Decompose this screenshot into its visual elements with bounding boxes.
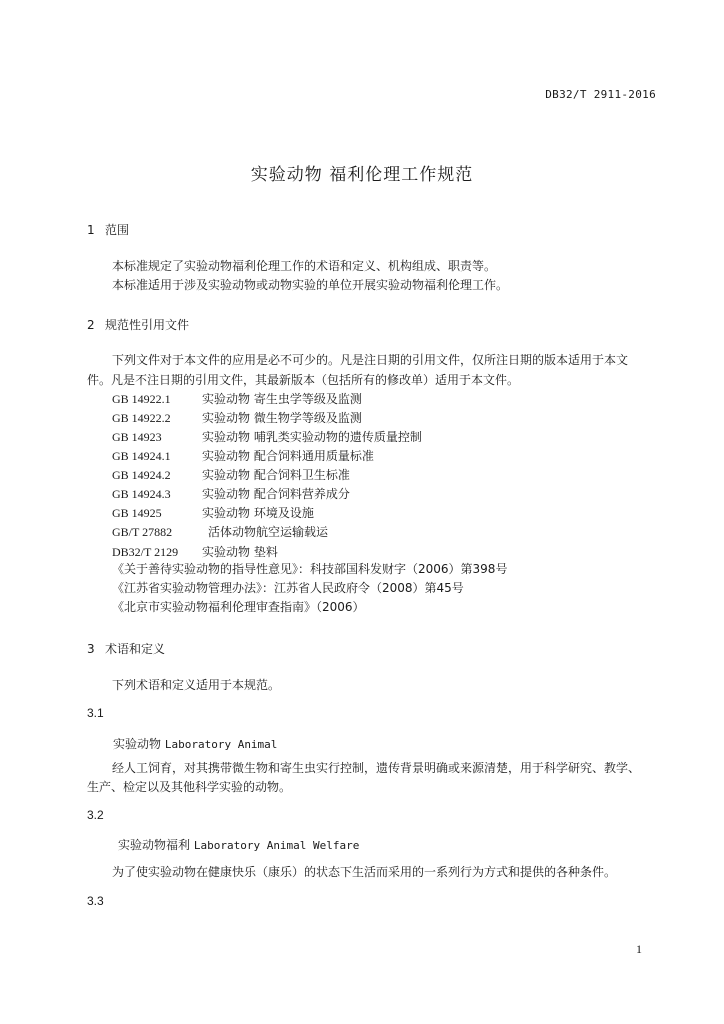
document-title: 实验动物 福利伦理工作规范	[250, 165, 474, 185]
term-heading	[113, 735, 277, 752]
reference-code: GB 14924.1	[112, 449, 171, 463]
reference-document: 《江苏省实验动物管理办法》：江苏省人民政府令（2008）第45号	[112, 581, 464, 595]
term-zh: 实验动物福利	[118, 838, 191, 852]
reference-title: 实验动物 配合饲料卫生标准	[202, 468, 350, 482]
paragraph: 本标准规定了实验动物福利伦理工作的术语和定义、机构组成、职责等。	[112, 259, 497, 273]
reference-title: 实验动物 环境及设施	[202, 506, 314, 520]
reference-code: DB32/T 2129	[112, 545, 179, 559]
term-number: 3.2	[87, 808, 104, 822]
section-3-heading	[87, 640, 165, 657]
paragraph: 本标准适用于涉及实验动物或动物实验的单位开展实验动物福利伦理工作。	[112, 278, 509, 292]
term-definition: 经人工饲育，对其携带微生物和寄生虫实行控制，遗传背景明确或来源清楚，用于科学研究、教学、	[112, 761, 641, 775]
reference-title: 实验动物 寄生虫学等级及监测	[202, 392, 362, 406]
reference-document: 《北京市实验动物福利伦理审查指南》（2006）	[112, 600, 365, 614]
term-number: 3.1	[87, 706, 104, 720]
section-title: 术语和定义	[105, 642, 166, 656]
section-number: 2	[87, 318, 95, 332]
term-definition: 为了使实验动物在健康快乐（康乐）的状态下生活而采用的一系列行为方式和提供的各种条件。	[112, 865, 617, 879]
reference-code: GB 14924.2	[112, 468, 171, 482]
term-en: Laboratory Animal	[164, 738, 278, 751]
reference-title: 实验动物 哺乳类实验动物的遗传质量控制	[202, 430, 422, 444]
reference-title: 实验动物 配合饲料通用质量标准	[202, 449, 374, 463]
paragraph: 下列文件对于本文件的应用是必不可少的。凡是注日期的引用文件，仅所注日期的版本适用于本文	[112, 353, 629, 367]
page-number: 1	[636, 942, 642, 956]
reference-code: GB/T 27882	[112, 525, 173, 539]
paragraph: 件。凡是不注日期的引用文件，其最新版本（包括所有的修改单）适用于本文件。	[87, 373, 520, 387]
paragraph: 下列术语和定义适用于本规范。	[112, 678, 281, 692]
term-heading	[118, 836, 359, 853]
reference-code: GB 14923	[112, 430, 162, 444]
reference-title: 实验动物 微生物学等级及监测	[202, 411, 362, 425]
reference-code: GB 14925	[112, 506, 162, 520]
term-en: Laboratory Animal Welfare	[193, 839, 360, 852]
term-definition: 生产、检定以及其他科学实验的动物。	[87, 780, 292, 794]
reference-title: 活体动物航空运输载运	[208, 525, 329, 539]
term-zh: 实验动物	[113, 737, 162, 751]
section-title: 范围	[105, 223, 130, 237]
reference-code: GB 14922.2	[112, 411, 171, 425]
document-code: DB32/T 2911-2016	[545, 88, 656, 101]
section-title: 规范性引用文件	[105, 318, 190, 332]
reference-title: 实验动物 垫料	[202, 545, 278, 559]
term-number: 3.3	[87, 894, 104, 908]
reference-code: GB 14922.1	[112, 392, 171, 406]
reference-document: 《关于善待实验动物的指导性意见》：科技部国科发财字（2006）第398号	[112, 562, 508, 576]
reference-code: GB 14924.3	[112, 487, 171, 501]
section-number: 3	[87, 642, 95, 656]
reference-title: 实验动物 配合饲料营养成分	[202, 487, 350, 501]
section-2-heading	[87, 316, 189, 333]
section-number: 1	[87, 223, 95, 237]
section-1-heading	[87, 221, 129, 238]
